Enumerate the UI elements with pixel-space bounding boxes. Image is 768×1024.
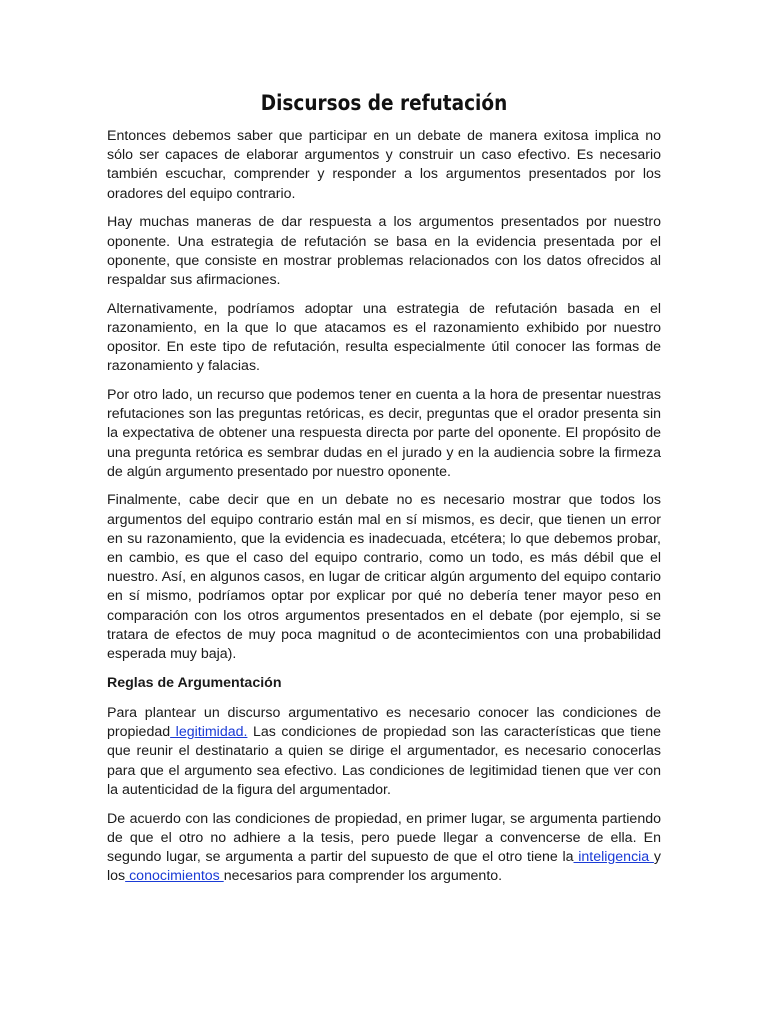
paragraph-5: Finalmente, cabe decir que en un debate no es necesario mostrar que todos los argumentos del equipo contrario están mal en sí mismos, es decir, que tienen un error en su razonamiento, que la evidencia es inadecuada, etcétera; lo que debemos probar, en cambio, es que el caso del equipo contrario, como un todo, es más débil que el nuestro. Así, en algunos casos, en lugar de criticar algún argumento del equipo contario en sí mismo, podríamos optar por explicar por qué no debería tener mayor peso en comparación con los otros argumentos presentados en el debate (por ejemplo, si se tratara de efectos de muy poca magnitud o de acontecimientos con una probabilidad esperada muy baja). (107, 492, 661, 663)
document-body (107, 127, 661, 886)
paragraph-3: Alternativamente, podríamos adoptar una estrategia de refutación basada en el razonamiento, en la que lo que atacamos es el razonamiento exhibido por nuestro opositor. En este tipo de refutación, resulta especialmente útil conocer las formas de razonamiento y falacias. (107, 300, 661, 375)
paragraph-7-text-1: De acuerdo con las condiciones de propiedad, en primer lugar, se argumenta partiendo de que el otro no adhiere a la tesis, pero puede llegar a convencerse de ella. En segundo lugar, se argumenta a partir del supuesto de que el otro tiene la (107, 810, 661, 865)
section-heading: Reglas de Argumentación (107, 674, 282, 691)
paragraph-6 (107, 704, 661, 800)
paragraph-7-text-3: necesarios para comprender los argumento. (223, 868, 503, 885)
paragraph-7-text-2: y los (107, 848, 661, 885)
paragraph-1: Entonces debemos saber que participar en un debate de manera exitosa implica no sólo ser capaces de elaborar argumentos y construir un caso efectivo. Es necesario también escuchar, comprender y responder a los argumentos presentados por los oradores del equipo contrario. (107, 128, 661, 202)
inteligencia-link[interactable]: inteligencia (573, 848, 654, 865)
document-title: Discursos de refutación (260, 91, 508, 115)
paragraph-6-text-before: Para plantear un discurso argumentativo es necesario conocer las condiciones de propiedad (107, 704, 661, 741)
paragraph-6-text-after: Las condiciones de propiedad son las características que tiene que reunir el destinatario a quien se dirige el argumentador, es necesario conocerlas para que el argumento sea efectivo. Las condiciones de legitimidad tienen que ver con la autenticidad de la figura del argumentador. (107, 724, 661, 798)
paragraph-4: Por otro lado, un recurso que podemos tener en cuenta a la hora de presentar nuestras refutaciones son las preguntas retóricas, es decir, preguntas que el orador presenta sin la expectativa de obtener una respuesta directa por parte del oponente. El propósito de una pregunta retórica es sembrar dudas en el jurado y en la audiencia sobre la firmeza de algún argumento presentado por nuestro oponente. (107, 386, 661, 480)
paragraph-2: Hay muchas maneras de dar respuesta a los argumentos presentados por nuestro oponente. Una estrategia de refutación se basa en la evidencia presentada por el oponente, que consiste en mostrar problemas relacionados con los datos ofrecidos al respaldar sus afirmaciones. (107, 214, 661, 288)
paragraph-7 (107, 810, 661, 887)
legitimidad-link[interactable]: legitimidad. (170, 724, 248, 741)
conocimientos-link[interactable]: conocimientos (125, 868, 224, 885)
